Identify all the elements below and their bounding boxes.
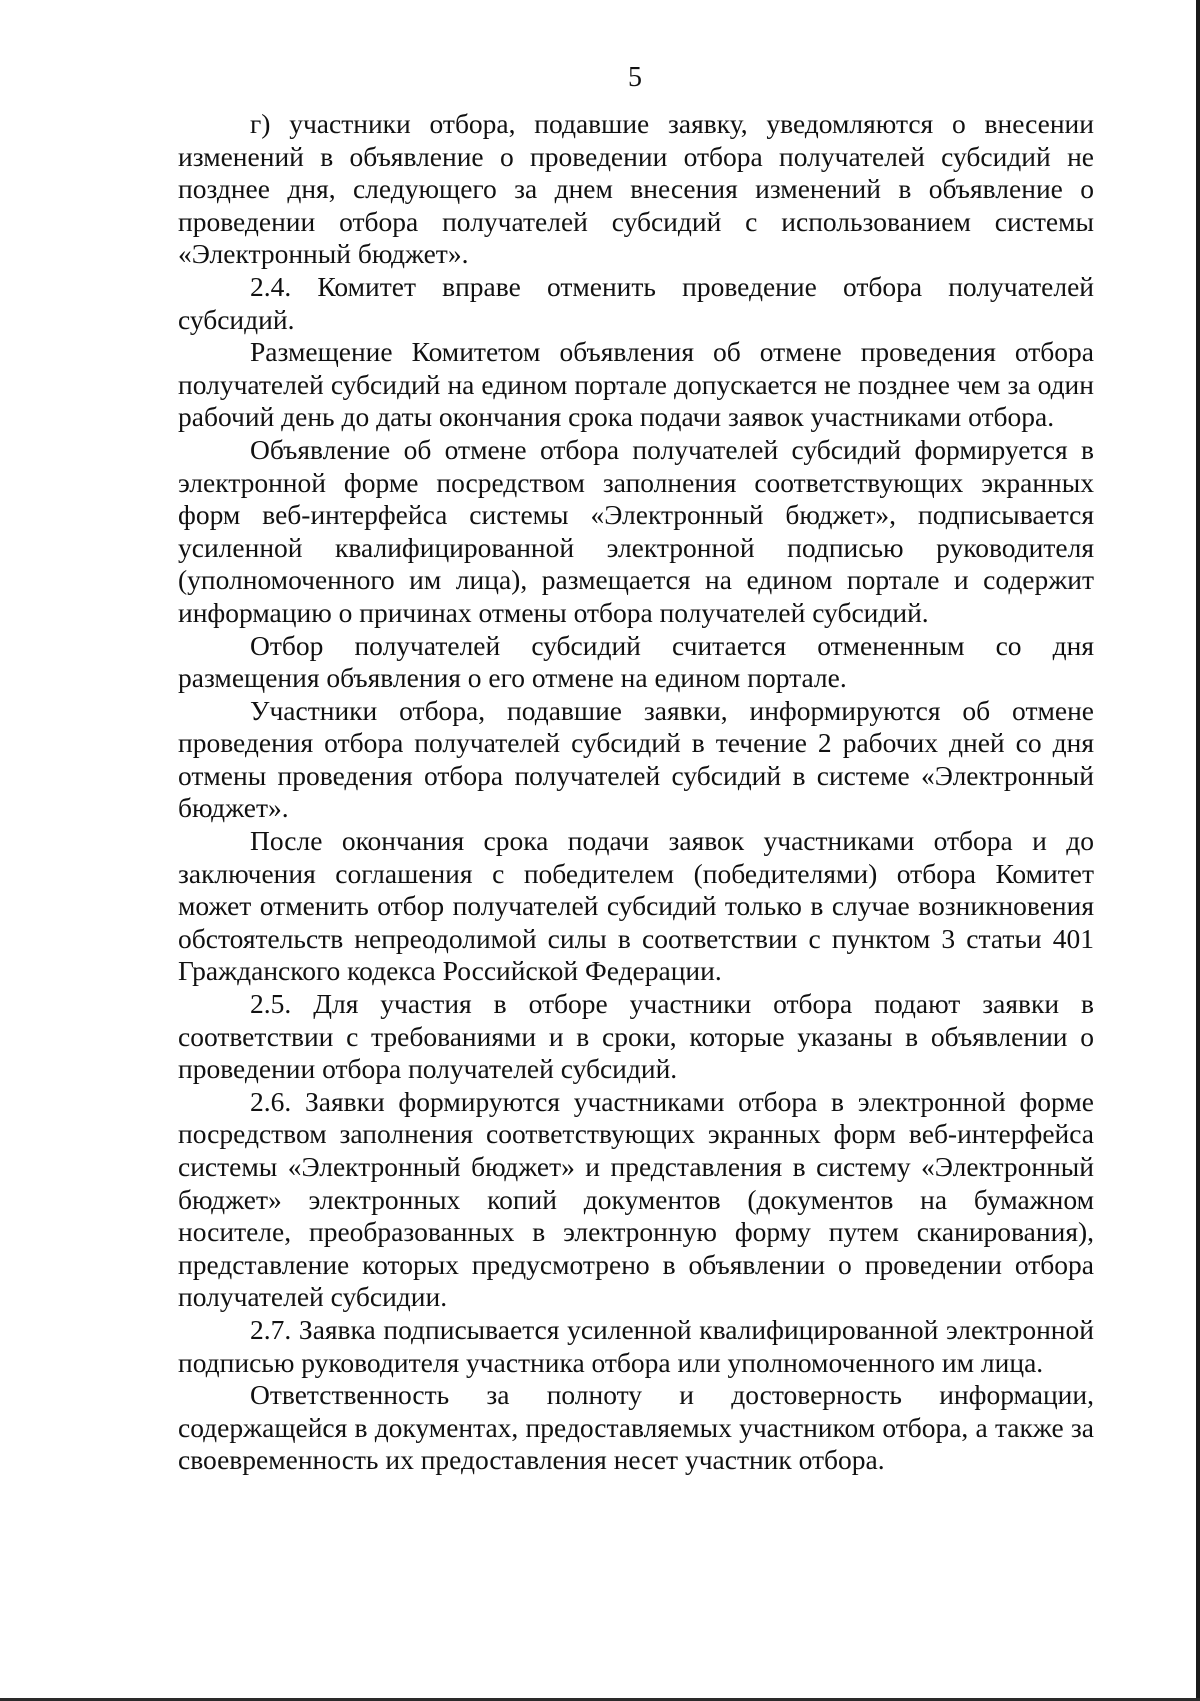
paragraph-2-4: 2.4. Комитет вправе отменить проведение отбора получателей субсидий. bbox=[178, 270, 1094, 335]
paragraph-item-g: г) участники отбора, подавшие заявку, уведомляются о внесении изменений в объявление о проведении отбора получателей субсидий не позднее дня, следующего за днем внесения изменений в объявление о проведении отбора получателей субсидий с использованием системы «Электронный бюджет». bbox=[178, 108, 1094, 270]
paragraph-participants-informed: Участники отбора, подавшие заявки, информируются об отмене проведения отбора получателей субсидий в течение 2 рабочих дней со дня отмены проведения отбора получателей субсидий в системе «Электронный бюджет». bbox=[178, 694, 1094, 824]
paragraph-cancel-announcement-placement: Размещение Комитетом объявления об отмене проведения отбора получателей субсидий на едином портале допускается не позднее чем за один рабочий день до даты окончания срока подачи заявок участниками отбора. bbox=[178, 336, 1094, 433]
paragraph-2-6: 2.6. Заявки формируются участниками отбора в электронной форме посредством заполнения соответствующих экранных форм веб-интерфейса системы «Электронный бюджет» и представления в систему «Электронный бюджет» электронных копий документов (документов на бумажном носителе, преобразованных в электронную форму путем сканирования), представление которых предусмотрено в объявлении о проведении отбора получателей субсидии. bbox=[178, 1085, 1094, 1313]
paragraph-2-5: 2.5. Для участия в отборе участники отбора подают заявки в соответствии с требованиями и в сроки, которые указаны в объявлении о проведении отбора получателей субсидий. bbox=[178, 988, 1094, 1085]
paragraph-force-majeure: После окончания срока подачи заявок участниками отбора и до заключения соглашения с победителем (победителями) отбора Комитет может отменить отбор получателей субсидий только в случае возникновения обстоятельств непреодолимой силы в соответствии с пунктом 3 статьи 401 Гражданского кодекса Российской Федерации. bbox=[178, 825, 1094, 987]
document-body bbox=[178, 108, 1094, 1477]
scan-border-right bbox=[1196, 0, 1200, 1701]
paragraph-cancel-announcement-form: Объявление об отмене отбора получателей субсидий формируется в электронной форме посредством заполнения соответствующих экранных форм веб-интерфейса системы «Электронный бюджет», подписывается усиленной квалифицированной электронной подписью руководителя (уполномоченного им лица), размещается на едином портале и содержит информацию о причинах отмены отбора получателей субсидий. bbox=[178, 433, 1094, 628]
paragraph-selection-cancelled: Отбор получателей субсидий считается отмененным со дня размещения объявления о его отмене на едином портале. bbox=[178, 629, 1094, 694]
paragraph-2-7: 2.7. Заявка подписывается усиленной квалифицированной электронной подписью руководителя участника отбора или уполномоченного им лица. bbox=[178, 1313, 1094, 1378]
paragraph-responsibility: Ответственность за полноту и достоверность информации, содержащейся в документах, предоставляемых участником отбора, а также за своевременность их предоставления несет участник отбора. bbox=[178, 1379, 1094, 1476]
page-number: 5 bbox=[628, 62, 642, 93]
